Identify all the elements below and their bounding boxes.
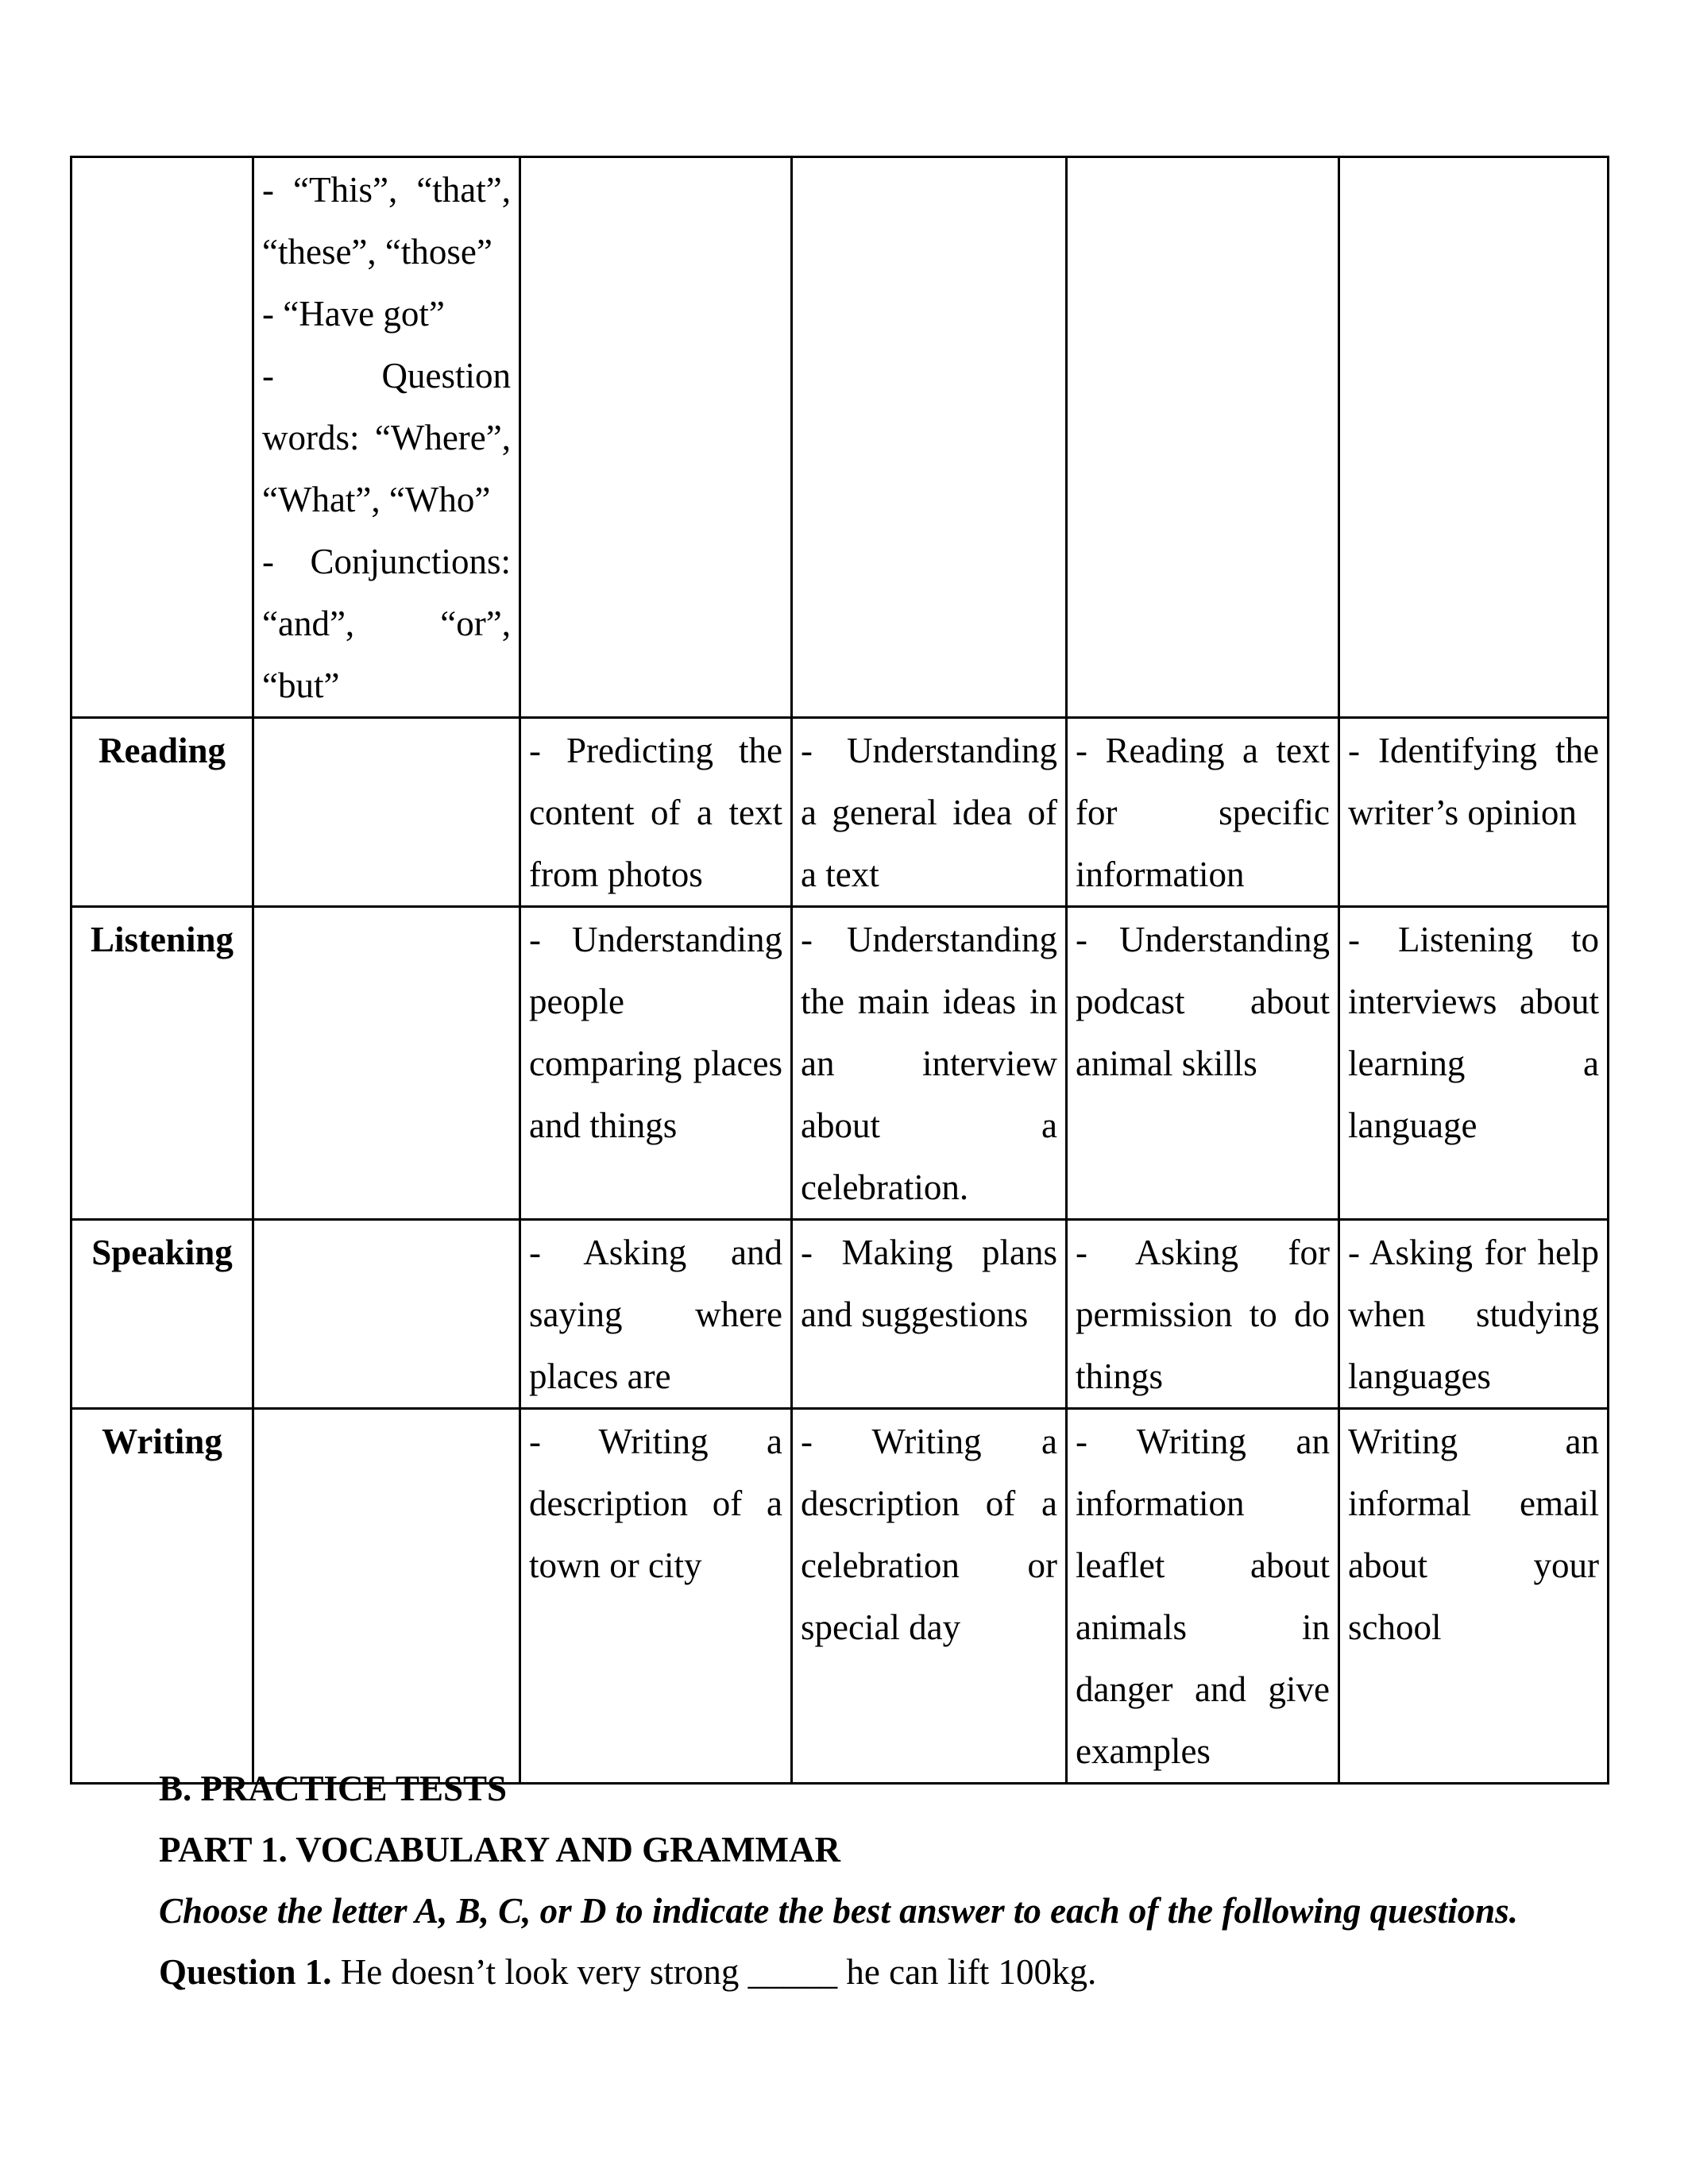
cell-text-line: “but”: [262, 666, 340, 705]
listening-skill-cell-4: [1339, 907, 1609, 1220]
reading-empty-cell: [253, 718, 520, 907]
grammar-points-cell: [253, 157, 520, 718]
listening-skill-cell-1: [520, 907, 792, 1220]
table-row-writing: [71, 1409, 1609, 1784]
cell-text-line: celebration or: [801, 1545, 1057, 1585]
cell-text-line: a general idea of: [801, 793, 1057, 832]
grammar-empty-cell-3: [1067, 157, 1339, 718]
cell-text-line: the main ideas in: [801, 982, 1057, 1021]
cell-text-line: words: “Where”,: [262, 418, 511, 457]
speaking-skill-cell-3: [1067, 1220, 1339, 1409]
cell-text-line: - Making plans: [801, 1233, 1057, 1272]
cell-text-line: interviews about: [1348, 982, 1599, 1021]
cell-text-line: leaflet about: [1076, 1545, 1330, 1585]
cell-text-line: - Understanding: [1076, 920, 1330, 959]
cell-text-line: - Writing a: [529, 1422, 782, 1461]
cell-text-line: “these”, “those”: [262, 232, 492, 272]
cell-text-line: - Understanding: [801, 920, 1057, 959]
cell-text-line: description of a: [529, 1484, 782, 1523]
speaking-empty-cell: [253, 1220, 520, 1409]
reading-label: Reading: [71, 718, 253, 907]
writing-skill-cell-4: [1339, 1409, 1609, 1784]
table-row-reading: [71, 718, 1609, 907]
cell-text-line: saying where: [529, 1295, 782, 1334]
cell-text-line: about a: [801, 1106, 1057, 1145]
listening-skill-cell-3: [1067, 907, 1339, 1220]
cell-text-line: writer’s opinion: [1348, 793, 1577, 832]
cell-text-line: for specific: [1076, 793, 1330, 832]
cell-text-line: an interview: [801, 1044, 1057, 1083]
writing-skill-cell-3: [1067, 1409, 1339, 1784]
cell-text-line: about your: [1348, 1545, 1599, 1585]
cell-text-line: animals in: [1076, 1607, 1330, 1647]
cell-text-line: school: [1348, 1607, 1442, 1647]
part-heading: PART 1. VOCABULARY AND GRAMMAR: [159, 1830, 841, 1870]
cell-text-line: and suggestions: [801, 1295, 1029, 1334]
grammar-empty-cell-2: [792, 157, 1067, 718]
cell-text-line: “and”, “or”,: [262, 604, 511, 643]
listening-label: Listening: [71, 907, 253, 1220]
cell-text-line: from photos: [529, 855, 703, 894]
cell-text-line: - Asking for help: [1348, 1233, 1599, 1272]
reading-skill-cell-3: [1067, 718, 1339, 907]
grammar-empty-cell-1: [520, 157, 792, 718]
cell-text-line: - “Have got”: [262, 294, 445, 334]
cell-text-line: danger and give: [1076, 1669, 1330, 1709]
cell-text-line: comparing places: [529, 1044, 782, 1083]
cell-text-line: things: [1076, 1356, 1164, 1396]
cell-text-line: - Asking and: [529, 1233, 782, 1272]
cell-text-line: Writing an: [1348, 1422, 1599, 1461]
writing-label: Writing: [71, 1409, 253, 1784]
grammar-empty-cell-4: [1339, 157, 1609, 718]
section-heading: B. PRACTICE TESTS: [159, 1769, 508, 1808]
cell-text-line: - Predicting the: [529, 731, 782, 770]
speaking-skill-cell-1: [520, 1220, 792, 1409]
question-1-label: Question 1.: [159, 1952, 332, 1992]
cell-text-line: - Writing an: [1076, 1422, 1330, 1461]
cell-text-line: - Understanding: [529, 920, 782, 959]
cell-text-line: animal skills: [1076, 1044, 1257, 1083]
table-row-speaking: [71, 1220, 1609, 1409]
cell-text-line: language: [1348, 1106, 1477, 1145]
writing-empty-cell: [253, 1409, 520, 1784]
cell-text-line: places are: [529, 1356, 671, 1396]
listening-skill-cell-2: [792, 907, 1067, 1220]
cell-text-line: and things: [529, 1106, 678, 1145]
body-text-block: [159, 1758, 1545, 2003]
cell-text-line: “What”, “Who”: [262, 480, 491, 519]
cell-text-line: description of a: [801, 1484, 1057, 1523]
cell-text-line: - Listening to: [1348, 920, 1599, 959]
cell-text-line: when studying: [1348, 1295, 1599, 1334]
cell-text-line: informal email: [1348, 1484, 1599, 1523]
cell-text-line: languages: [1348, 1356, 1491, 1396]
cell-text-line: - “This”, “that”,: [262, 170, 511, 210]
reading-skill-cell-2: [792, 718, 1067, 907]
skills-overview-table: [70, 156, 1609, 1785]
speaking-skill-cell-2: [792, 1220, 1067, 1409]
cell-text-line: - Identifying the: [1348, 731, 1599, 770]
reading-skill-cell-1: [520, 718, 792, 907]
writing-skill-cell-2: [792, 1409, 1067, 1784]
cell-text-line: content of a text: [529, 793, 782, 832]
cell-text-line: special day: [801, 1607, 961, 1647]
listening-empty-cell: [253, 907, 520, 1220]
cell-text-line: - Question: [262, 356, 511, 396]
reading-skill-cell-4: [1339, 718, 1609, 907]
cell-text-line: people: [529, 982, 624, 1021]
question-1-text: He doesn’t look very strong _____ he can lift 100kg.: [340, 1952, 1097, 1992]
cell-text-line: permission to do: [1076, 1295, 1330, 1334]
grammar-row-label-cell: [71, 157, 253, 718]
cell-text-line: - Writing a: [801, 1422, 1057, 1461]
cell-text-line: - Reading a text: [1076, 731, 1330, 770]
cell-text-line: - Conjunctions:: [262, 542, 511, 581]
question-1-line: [159, 1942, 1545, 2003]
cell-text-line: a text: [801, 855, 879, 894]
cell-text-line: information: [1076, 1484, 1245, 1523]
table-row-grammar: [71, 157, 1609, 718]
speaking-skill-cell-4: [1339, 1220, 1609, 1409]
cell-text-line: celebration.: [801, 1167, 969, 1207]
cell-text-line: - Asking for: [1076, 1233, 1330, 1272]
cell-text-line: information: [1076, 855, 1245, 894]
cell-text-line: town or city: [529, 1545, 702, 1585]
writing-skill-cell-1: [520, 1409, 792, 1784]
cell-text-line: - Understanding: [801, 731, 1057, 770]
cell-text-line: examples: [1076, 1731, 1211, 1771]
instruction-text: Choose the letter A, B, C, or D to indicate the best answer to each of the following questions.: [159, 1891, 1518, 1931]
table-row-listening: [71, 907, 1609, 1220]
cell-text-line: podcast about: [1076, 982, 1330, 1021]
speaking-label: Speaking: [71, 1220, 253, 1409]
cell-text-line: learning a: [1348, 1044, 1599, 1083]
